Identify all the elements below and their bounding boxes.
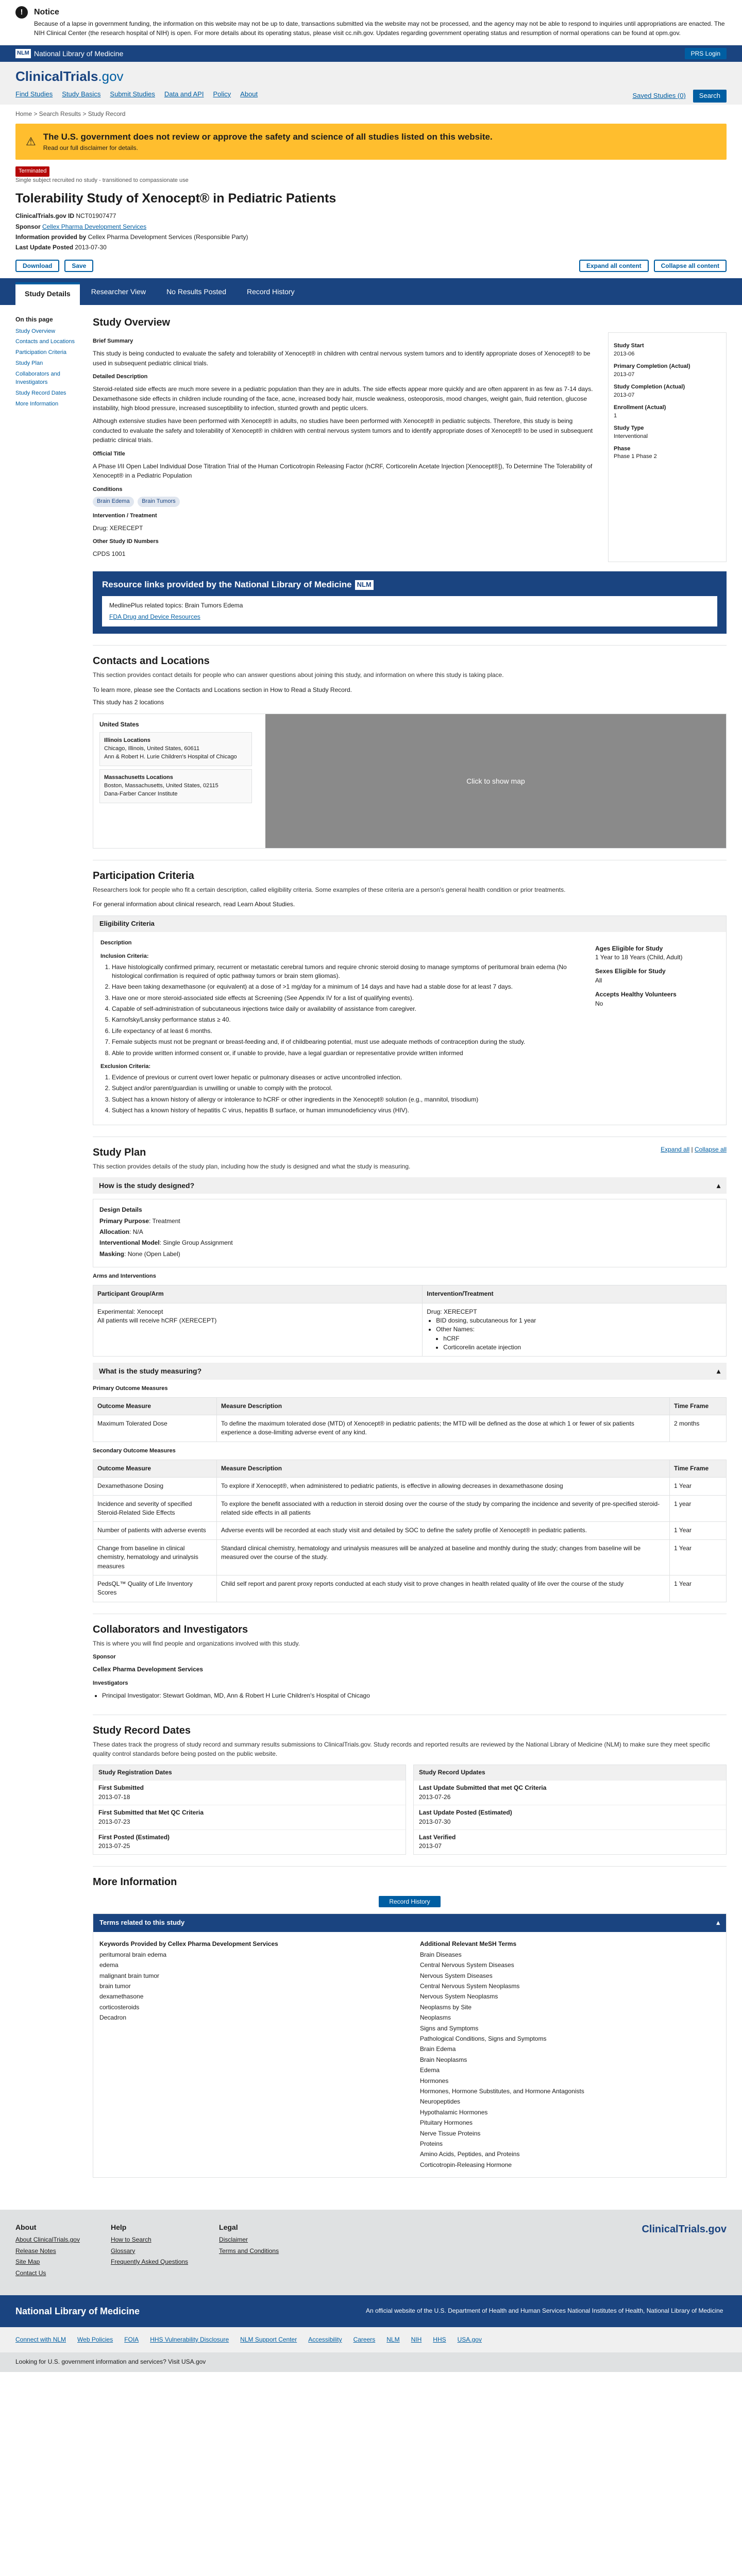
design-key: Allocation bbox=[99, 1228, 130, 1235]
fact-value: 2013-07 bbox=[614, 371, 635, 378]
arm-detail: • Other Names: bbox=[436, 1325, 722, 1334]
inclusion-item: 5. Karnofsky/Lansky performance status ≥ 40. bbox=[112, 1015, 580, 1024]
tab-no-results[interactable]: No Results Posted bbox=[157, 282, 235, 305]
criteria-title: Participation Criteria bbox=[93, 870, 194, 882]
reg-head: Study Registration Dates bbox=[93, 1765, 406, 1780]
arm-intervention: Drug: XERECEPT bbox=[427, 1308, 477, 1315]
study-id: NCT01907477 bbox=[76, 212, 116, 220]
mesh-term: Brain Diseases bbox=[420, 1951, 462, 1958]
investigator: • Principal Investigator: Stewart Goldman, MD, Ann & Robert H Lurie Children's Hospital of Chicago bbox=[102, 1691, 727, 1701]
table-header: Measure Description bbox=[217, 1397, 670, 1415]
chevron-up-icon: ▴ bbox=[716, 1918, 720, 1926]
brief-summary: This study is being conducted to evaluate the safety and tolerability of Xenocept® in children with central nervous system tumors and to identify appropriate doses of Xenocept® to be used in subsequent pediatric clinical trials. bbox=[93, 350, 591, 367]
date-label: First Submitted that Met QC Criteria bbox=[98, 1809, 204, 1817]
official-title: A Phase I/II Open Label Individual Dose Titration Trial of the Human Corticotropin Releasing Factor (hCRF, Corticorelin Acetate Injection [Xenocept®]), To Determine The Tolerability of Xenocept® in a Pediatric Population bbox=[93, 462, 593, 480]
upd-head: Study Record Updates bbox=[414, 1765, 726, 1780]
mesh-term: Hormones, Hormone Substitutes, and Hormone Antagonists bbox=[420, 2087, 584, 2095]
eligibility-facts bbox=[595, 939, 719, 1117]
state-name: Illinois Locations bbox=[104, 737, 150, 744]
fact-value: All bbox=[595, 976, 602, 984]
inclusion-item: 7. Female subjects must not be pregnant or breast-feeding and, if of childbearing potential, must use adequate methods of contraception during the study. bbox=[112, 1038, 580, 1046]
exclusion-item: 4. Subject has a known history of hepatitis C virus, hepatitis B surface, or human immunodeficiency virus (HIV). bbox=[112, 1106, 580, 1115]
id-label: ClinicalTrials.gov ID bbox=[15, 212, 75, 220]
table-header: Outcome Measure bbox=[93, 1397, 217, 1415]
table-row bbox=[93, 1575, 727, 1602]
footer-col-title: Help bbox=[110, 2223, 127, 2232]
design-value: N/A bbox=[132, 1228, 143, 1235]
mesh-term: Brain Neoplasms bbox=[420, 2056, 467, 2063]
other-ids-value: CPDS 1001 bbox=[93, 550, 126, 558]
status-note: Single subject recruited no study - transitioned to compassionate use bbox=[15, 177, 189, 184]
exclusion-label: Exclusion Criteria: bbox=[100, 1063, 151, 1070]
footer-link[interactable]: Contact Us bbox=[15, 2269, 46, 2277]
outcome-measure: Number of patients with adverse events bbox=[93, 1522, 217, 1539]
outcome-time: 1 Year bbox=[670, 1478, 727, 1495]
usa-gov-text[interactable]: Looking for U.S. government information and services? Visit USA.gov bbox=[15, 2358, 206, 2366]
update-dates bbox=[413, 1765, 727, 1855]
footer-nlm-title[interactable]: National Library of Medicine bbox=[15, 2306, 140, 2316]
collab-sponsor-label: Sponsor bbox=[93, 1654, 116, 1660]
resources-title: Resource links provided by the National Library of Medicine bbox=[102, 579, 352, 589]
gov-link[interactable]: Careers bbox=[353, 2336, 376, 2344]
conditions-label: Conditions bbox=[93, 486, 123, 493]
arms-label: Arms and Interventions bbox=[93, 1273, 156, 1280]
arm-desc: All patients will receive hCRF (XERECEPT) bbox=[97, 1316, 217, 1324]
nav-study-basics[interactable]: Study Basics bbox=[62, 90, 101, 98]
outcome-time: 1 year bbox=[670, 1495, 727, 1522]
toc-more[interactable]: More Information bbox=[15, 401, 59, 408]
site-logo[interactable] bbox=[15, 67, 727, 87]
keyword: malignant brain tumor bbox=[99, 1972, 160, 1979]
toc-plan[interactable]: Study Plan bbox=[15, 360, 43, 367]
notice-text: Because of a lapse in government funding, the information on this website may not be up to date, transactions submitted via the website may not be processed, and the agency may not be able to respond to inquiries until appropriations are enacted. The NIH Clinical Center (the research hospital of NIH) is open. For more details about its operating status, please visit cc.nih.gov. Updates regarding government operating status and resumption of normal operations can be found at opm.gov. bbox=[34, 20, 725, 37]
record-history-button[interactable]: Record History bbox=[379, 1896, 441, 1907]
footer-link[interactable]: Glossary bbox=[110, 2247, 136, 2255]
criteria-section bbox=[93, 860, 727, 1137]
condition-tag[interactable]: Brain Edema bbox=[93, 497, 134, 507]
investigators-label: Investigators bbox=[93, 1680, 128, 1686]
search-button[interactable]: Search bbox=[693, 90, 727, 103]
exclusion-list bbox=[112, 1073, 580, 1115]
footer-link[interactable]: Frequently Asked Questions bbox=[110, 2258, 189, 2266]
footer-nlm-text: An official website of the U.S. Department of Health and Human Services National Institutes of Health, National Library of Medicine bbox=[366, 2307, 723, 2315]
design-value: Treatment bbox=[152, 1217, 180, 1225]
overview-title: Study Overview bbox=[93, 317, 171, 329]
more-info-section bbox=[93, 1866, 727, 2189]
plan-expand-all[interactable]: Expand all bbox=[661, 1145, 690, 1153]
mesh-term: Pathological Conditions, Signs and Symptoms bbox=[420, 2035, 547, 2043]
fact-label: Study Completion (Actual) bbox=[614, 383, 685, 390]
outcome-desc: To explore the benefit associated with a reduction in steroid dosing over the course of the study by comparing the incidence and severity of pre-specified steroid-related side effects in all patients bbox=[217, 1495, 670, 1522]
fact-value: 2013-07 bbox=[614, 392, 635, 398]
arm-detail: • Corticorelin acetate injection bbox=[443, 1343, 722, 1352]
site-title: ClinicalTrials bbox=[15, 69, 98, 84]
gov-link[interactable]: FOIA bbox=[124, 2336, 139, 2344]
gov-link[interactable]: NIH bbox=[411, 2336, 422, 2344]
gov-link[interactable]: HHS bbox=[433, 2336, 446, 2344]
date-value: 2013-07 bbox=[419, 1842, 442, 1850]
arm-detail: • BID dosing, subcutaneous for 1 year bbox=[436, 1316, 722, 1325]
contacts-title: Contacts and Locations bbox=[93, 655, 210, 667]
table-header: Outcome Measure bbox=[93, 1460, 217, 1477]
site-tld: .gov bbox=[98, 69, 124, 84]
site-header bbox=[0, 62, 742, 105]
outcome-desc: Standard clinical chemistry, hematology and urinalysis measures will be analyzed at baseline and monthly during the study; changes from baseline will be measured over the course of the study. bbox=[217, 1539, 670, 1575]
mesh-term: Brain Edema bbox=[420, 2045, 456, 2053]
design-value: Single Group Assignment bbox=[163, 1239, 233, 1247]
brief-label: Brief Summary bbox=[93, 338, 133, 345]
keyword: corticosteroids bbox=[99, 2003, 140, 2011]
other-ids-label: Other Study ID Numbers bbox=[93, 538, 159, 545]
exclusion-item: 2. Subject and/or parent/guardian is unwilling or unable to comply with the protocol. bbox=[112, 1084, 580, 1093]
fact-label: Ages Eligible for Study bbox=[595, 944, 663, 952]
site-name: Dana-Farber Cancer Institute bbox=[104, 790, 178, 797]
mesh-term: Amino Acids, Peptides, and Proteins bbox=[420, 2150, 520, 2158]
gov-link[interactable]: HHS Vulnerability Disclosure bbox=[150, 2336, 229, 2344]
info-icon: ! bbox=[15, 6, 28, 19]
outcome-time: 1 Year bbox=[670, 1575, 727, 1602]
outcome-time: 1 Year bbox=[670, 1539, 727, 1575]
footer-link[interactable]: Release Notes bbox=[15, 2247, 56, 2255]
table-row bbox=[93, 1415, 727, 1442]
prs-login-button[interactable]: PRS Login bbox=[685, 48, 727, 59]
mesh-term: Nervous System Diseases bbox=[420, 1972, 493, 1979]
tab-study-details[interactable]: Study Details bbox=[15, 282, 80, 305]
measure-accordion[interactable] bbox=[93, 1363, 727, 1379]
mesh-term: Neuropeptides bbox=[420, 2098, 461, 2106]
fact-label: Phase bbox=[614, 445, 631, 452]
gov-link[interactable]: Connect with NLM bbox=[15, 2336, 66, 2344]
record-dates-section bbox=[93, 1715, 727, 1866]
sponsor-label: Sponsor bbox=[15, 223, 41, 230]
mesh-term: Corticotropin-Releasing Hormone bbox=[420, 2161, 512, 2168]
gov-link[interactable]: USA.gov bbox=[457, 2336, 482, 2344]
expand-all-button[interactable]: Expand all content bbox=[579, 260, 649, 272]
mesh-head: Additional Relevant MeSH Terms bbox=[420, 1940, 517, 1947]
terms-title: Terms related to this study bbox=[99, 1918, 185, 1926]
plan-collapse-all[interactable]: Collapse all bbox=[694, 1145, 727, 1153]
plan-desc: This section provides details of the study plan, including how the study is designed and what the study is measuring. bbox=[93, 1162, 411, 1170]
date-label: Last Update Submitted that met QC Criteria bbox=[419, 1784, 547, 1792]
status-badge: Terminated bbox=[15, 166, 49, 177]
dates-title: Study Record Dates bbox=[93, 1725, 191, 1737]
footer-logo[interactable]: ClinicalTrials.gov bbox=[642, 2224, 727, 2235]
mesh-term: Central Nervous System Diseases bbox=[420, 1961, 514, 1969]
date-label: First Submitted bbox=[98, 1784, 144, 1792]
mesh-term: Signs and Symptoms bbox=[420, 2024, 479, 2032]
outcome-desc: To define the maximum tolerated dose (MTD) of Xenocept® in pediatric patients; the MTD will be defined as the dose at which 1 or fewer of six patients experience a dose-limiting adverse event of any kind. bbox=[217, 1415, 670, 1442]
footer-link[interactable]: Terms and Conditions bbox=[219, 2247, 279, 2255]
site-city: Chicago, Illinois, United States, 60611 bbox=[104, 745, 200, 752]
locations-count: This study has 2 locations bbox=[93, 699, 164, 706]
nlm-badge: NLM bbox=[15, 49, 31, 58]
arm-group: Experimental: Xenocept bbox=[97, 1308, 163, 1315]
toc-title: On this page bbox=[15, 316, 53, 324]
fact-value: Phase 1 Phase 2 bbox=[614, 453, 657, 460]
fact-label: Study Type bbox=[614, 425, 644, 431]
nav-submit-studies[interactable]: Submit Studies bbox=[110, 90, 155, 98]
nav-data-api[interactable]: Data and API bbox=[164, 90, 204, 98]
table-header: Measure Description bbox=[217, 1460, 670, 1477]
outcome-desc: To explore if Xenocept®, when administered to pediatric patients, is effective in allowing decreases in dexamethasone dosing bbox=[217, 1478, 670, 1495]
outcome-measure: Maximum Tolerated Dose bbox=[93, 1415, 217, 1442]
terms-accordion bbox=[93, 1913, 727, 2178]
toc-overview[interactable]: Study Overview bbox=[15, 328, 56, 334]
fact-value: 2013-06 bbox=[614, 351, 635, 358]
design-key: Interventional Model bbox=[99, 1239, 160, 1247]
chevron-up-icon: ▴ bbox=[716, 1367, 720, 1376]
inclusion-item: 4. Capable of self-administration of subcutaneous injections twice daily or availability of assistance from caregiver. bbox=[112, 1005, 580, 1013]
arms-table bbox=[93, 1285, 727, 1357]
nlm-resources bbox=[93, 571, 727, 634]
disclaimer-text[interactable]: Read our full disclaimer for details. bbox=[43, 144, 138, 151]
design-details-label: Design Details bbox=[99, 1206, 142, 1214]
mesh-term: Hormones bbox=[420, 2077, 449, 2084]
nlm-footer bbox=[0, 2295, 742, 2327]
contacts-section bbox=[93, 645, 727, 860]
medlineplus-link[interactable]: MedlinePlus related topics: Brain Tumors Edema bbox=[109, 602, 243, 609]
tab-researcher-view[interactable]: Researcher View bbox=[82, 282, 155, 305]
registration-dates bbox=[93, 1765, 406, 1855]
study-header bbox=[15, 166, 727, 272]
toc-collaborators[interactable]: Collaborators and Investigators bbox=[15, 371, 60, 386]
outcome-measure: PedsQL™ Quality of Life Inventory Scores bbox=[93, 1575, 217, 1602]
keyword: dexamethasone bbox=[99, 1993, 144, 2001]
gov-link[interactable]: NLM Support Center bbox=[240, 2336, 297, 2344]
sponsor-link[interactable]: Cellex Pharma Development Services bbox=[42, 223, 147, 230]
design-key: Masking bbox=[99, 1250, 125, 1258]
design-key: Primary Purpose bbox=[99, 1217, 149, 1225]
date-value: 2013-07-26 bbox=[419, 1793, 451, 1801]
study-plan-section: Study Plan Expand all | Collapse all This section provides details of the study plan, including how the study is designed and what the study is measuring. How is the study designed? ▴ Design Details Primary Purpose: Treatment Allocation: N/A Interventional Model: Single Group Assignment Masking: None (Open Label) Arms and Interventions Participant Group/Arm Intervention/Treatment Experimental: Xenocept All patients will receive hCRF (XERECEPT) Drug: XERECEPT • BID dosing, subcutaneous for 1 year • Other Names: • hCRF • Corticorelin acetate injection What is the study measuring? ▴ Primary Outcome Measures Outcome Measure Measure Description Time Frame Maximum Tolerated Dose To define the maximum tolerated dose (MTD) of Xenocept® in pediatric patients; the MTD will be defined as the dose at which 1 or fewer of six patients experience a dose-limiting adverse event of any kind. 2 months Secondary Outcome Measures Outcome Measure Measure Description Time Frame Dexamethasone Dosing To explore if Xenocept®, when administered to pediatric patients, is effective in allowing decreases in dexamethasone dosing 1 Year Incidence and severity of specified Steroid-Related Side Effects To explore the benefit associated with a reduction in steroid dosing over the course of the study by comparing the incidence and severity of pre-specified steroid-related side effects in all patients 1 year Number of patients with adverse events Adverse events will be recorded at each study visit and detailed by SOC to define the safety profile of Xenocept® in pediatric patients. 1 Year Change from baseline in clinical chemistry, hematology and urinalysis measures Standard clinical chemistry, hematology and urinalysis measures will be analyzed at baseline and monthly during the study; changes from baseline will be measured over the course of the study. 1 Year PedsQL™ Quality of Life Inventory Scores Child self report and parent proxy reports conducted at each study visit to prove changes in health related quality of life over the course of the study 1 Year bbox=[93, 1137, 727, 1614]
inclusion-label: Inclusion Criteria: bbox=[100, 953, 149, 959]
table-header: Intervention/Treatment bbox=[423, 1285, 727, 1303]
mesh-term: Neoplasms bbox=[420, 2014, 451, 2022]
date-label: Last Verified bbox=[419, 1833, 456, 1841]
date-value: 2013-07-18 bbox=[98, 1793, 130, 1801]
gov-link[interactable]: NLM bbox=[386, 2336, 400, 2344]
keyword: peritumoral brain edema bbox=[99, 1951, 167, 1958]
official-label: Official Title bbox=[93, 450, 125, 457]
condition-tag[interactable]: Brain Tumors bbox=[138, 497, 179, 507]
toc-contacts[interactable]: Contacts and Locations bbox=[15, 338, 75, 345]
updated-value: 2013-07-30 bbox=[75, 244, 107, 251]
design-details: Design Details Primary Purpose: Treatment Allocation: N/A Interventional Model: Single Group Assignment Masking: None (Open Label) bbox=[93, 1199, 727, 1267]
outcome-time: 1 Year bbox=[670, 1522, 727, 1539]
warning-icon: ⚠ bbox=[26, 135, 36, 148]
country-label: United States bbox=[99, 720, 139, 728]
nlm-badge: NLM bbox=[355, 580, 374, 590]
intervention-label: Intervention / Treatment bbox=[93, 512, 157, 519]
inclusion-item: 3. Have one or more steroid-associated side effects at Screening (See Appendix IV for a list of qualifying events). bbox=[112, 994, 580, 1003]
outcome-desc: Child self report and parent proxy reports conducted at each study visit to prove changes in health related quality of life over the course of the study bbox=[217, 1575, 670, 1602]
fda-resources-link[interactable]: FDA Drug and Device Resources bbox=[109, 613, 200, 620]
location-card[interactable] bbox=[99, 769, 252, 803]
mesh-term: Nervous System Neoplasms bbox=[420, 1993, 498, 2001]
disclaimer-title: The U.S. government does not review or approve the safety and science of all studies listed on this website. bbox=[43, 132, 493, 142]
nav-find-studies[interactable]: Find Studies bbox=[15, 90, 53, 98]
location-map[interactable] bbox=[265, 714, 726, 848]
saved-studies-link[interactable]: Saved Studies (0) bbox=[632, 91, 686, 99]
info-value: Cellex Pharma Development Services (Responsible Party) bbox=[88, 233, 248, 241]
dates-desc: These dates track the progress of study record and summary results submissions to ClinicalTrials.gov. Study records and reported results are reviewed by the National Library of Medicine (NLM) to make sure they meet specific quality control standards before being posted on the public website. bbox=[93, 1741, 710, 1757]
terms-header[interactable] bbox=[93, 1914, 726, 1932]
table-header: Time Frame bbox=[670, 1460, 727, 1477]
mesh-term: Proteins bbox=[420, 2140, 443, 2147]
mesh-term: Edema bbox=[420, 2066, 440, 2074]
collaborators-section bbox=[93, 1614, 727, 1715]
notice-banner bbox=[0, 0, 742, 45]
eligibility-header: Eligibility Criteria bbox=[93, 916, 726, 932]
description-label: Description bbox=[100, 939, 132, 946]
map-label: Click to show map bbox=[466, 776, 525, 785]
nlm-bar bbox=[0, 45, 742, 62]
page-title: Tolerability Study of Xenocept® in Pediatric Patients bbox=[15, 191, 336, 206]
inclusion-item: 2. Have been taking dexamethasone (or equivalent) at a dose of >1 mg/day for a minimum of 14 days and have had a stable dose for at least 7 days. bbox=[112, 982, 580, 991]
disclaimer-alert bbox=[15, 124, 727, 160]
table-row bbox=[93, 1522, 727, 1539]
footer-col-title: Legal bbox=[219, 2223, 238, 2232]
study-overview-section bbox=[93, 315, 727, 645]
nav-about[interactable]: About bbox=[240, 90, 258, 98]
collab-desc: This is where you will find people and organizations involved with this study. bbox=[93, 1639, 300, 1647]
footer-link[interactable]: About ClinicalTrials.gov bbox=[15, 2236, 80, 2244]
intervention-value: Drug: XERECEPT bbox=[93, 524, 143, 532]
design-value: None (Open Label) bbox=[127, 1250, 180, 1258]
tab-record-history[interactable]: Record History bbox=[238, 282, 304, 305]
state-name: Massachusetts Locations bbox=[104, 774, 173, 781]
inclusion-item: 6. Life expectancy of at least 6 months. bbox=[112, 1027, 580, 1036]
collab-title: Collaborators and Investigators bbox=[93, 1623, 248, 1635]
date-label: Last Update Posted (Estimated) bbox=[419, 1809, 512, 1817]
footer-link[interactable]: Disclaimer bbox=[219, 2236, 248, 2244]
page-toc bbox=[15, 315, 82, 2189]
date-label: First Posted (Estimated) bbox=[98, 1833, 170, 1841]
gov-link[interactable]: Web Policies bbox=[77, 2336, 113, 2344]
main-nav bbox=[15, 90, 258, 103]
keywords-head: Keywords Provided by Cellex Pharma Development Services bbox=[99, 1940, 278, 1947]
date-value: 2013-07-30 bbox=[419, 1818, 451, 1825]
table-header: Participant Group/Arm bbox=[93, 1285, 423, 1303]
primary-outcomes-table bbox=[93, 1397, 727, 1442]
mesh-term: Pituitary Hormones bbox=[420, 2119, 473, 2127]
outcome-desc: Adverse events will be recorded at each study visit and detailed by SOC to define the safety profile of Xenocept® in pediatric patients. bbox=[217, 1522, 670, 1539]
exclusion-item: 1. Evidence of previous or current overt lower hepatic or pulmonary diseases or active uncontrolled infection. bbox=[112, 1073, 580, 1082]
mesh-term: Nerve Tissue Proteins bbox=[420, 2129, 481, 2137]
outcome-measure: Incidence and severity of specified Steroid-Related Side Effects bbox=[93, 1495, 217, 1522]
usa-gov-banner bbox=[0, 2352, 742, 2371]
gov-links bbox=[0, 2327, 742, 2352]
keyword: Decadron bbox=[99, 2014, 127, 2022]
outcome-time: 2 months bbox=[670, 1415, 727, 1442]
toc-criteria[interactable]: Participation Criteria bbox=[15, 349, 67, 356]
mesh-term: Central Nervous System Neoplasms bbox=[420, 1982, 520, 1990]
table-row bbox=[93, 1303, 727, 1357]
save-button[interactable]: Save bbox=[64, 260, 93, 272]
primary-label: Primary Outcome Measures bbox=[93, 1385, 168, 1392]
outcome-measure: Dexamethasone Dosing bbox=[93, 1478, 217, 1495]
detailed-description: Steroid-related side effects are much more severe in a pediatric population than they are in adults. The side effects appear more quickly and are often apparent in as few as 7-14 days. Dexamethasone side effects in children include rounding of the face, acne, increased body hair, muscle weakness, osteoporosis, mood changes, weight gain, fluid retention, glucose instability, high blood pressure, increased susceptibility to infection, stunted growth and peptic ulcers. bbox=[93, 385, 593, 412]
footer-col-title: About bbox=[15, 2223, 37, 2232]
contacts-desc: This section provides contact details for people who can answer questions about joining this study, and information on where this study is taking place. bbox=[93, 671, 504, 679]
updated-label: Last Update Posted bbox=[15, 244, 74, 251]
footer-link[interactable]: How to Search bbox=[110, 2236, 151, 2244]
detailed-label: Detailed Description bbox=[93, 374, 148, 380]
design-accordion[interactable] bbox=[93, 1177, 727, 1194]
gov-link[interactable]: Accessibility bbox=[308, 2336, 342, 2344]
notice-title: Notice bbox=[34, 8, 59, 16]
fact-value: Interventional bbox=[614, 433, 648, 439]
exclusion-item: 3. Subject has a known history of allergy or intolerance to hCRF or other ingredients in the Xenocept® solution (e.g., mannitol, trisodium) bbox=[112, 1095, 580, 1104]
keyword: brain tumor bbox=[99, 1982, 131, 1990]
fact-label: Sexes Eligible for Study bbox=[595, 968, 666, 975]
detailed-description-2: Although extensive studies have been performed with Xenocept® in adults, no studies have been performed with Xenocept® in pediatric subjects. Therefore, this study is being conducted to evaluate the safety and tolerability of Xenocept® in children with central nervous system tumors and to identify appropriate doses of Xenocept® to be used in subsequent pediatric clinical trials. bbox=[93, 417, 593, 444]
breadcrumb[interactable]: Home > Search Results > Study Record bbox=[15, 110, 126, 117]
measure-accordion-title: What is the study measuring? bbox=[99, 1367, 202, 1376]
collab-sponsor: Cellex Pharma Development Services bbox=[93, 1666, 204, 1673]
criteria-desc: Researchers look for people who fit a certain description, called eligibility criteria. Some examples of these criteria are a person's general health condition or prior treatments. bbox=[93, 886, 566, 893]
more-title: More Information bbox=[93, 1876, 177, 1888]
site-name: Ann & Robert H. Lurie Children's Hospital of Chicago bbox=[104, 754, 237, 760]
info-label: Information provided by bbox=[15, 233, 87, 241]
date-value: 2013-07-25 bbox=[98, 1842, 130, 1850]
inclusion-item: 8. Able to provide written informed consent or, if unable to provide, have a legal guardian or representative provide written informed bbox=[112, 1049, 580, 1058]
overview-facts bbox=[608, 332, 727, 562]
nav-policy[interactable]: Policy bbox=[213, 90, 231, 98]
inclusion-list bbox=[112, 963, 580, 1058]
plan-title: Study Plan bbox=[93, 1146, 146, 1158]
mesh-term: Hypothalamic Hormones bbox=[420, 2108, 488, 2116]
outcome-measure: Change from baseline in clinical chemistry, hematology and urinalysis measures bbox=[93, 1539, 217, 1575]
criteria-guide-link[interactable]: For general information about clinical research, read Learn About Studies. bbox=[93, 901, 295, 908]
nlm-logo[interactable] bbox=[15, 48, 123, 59]
chevron-up-icon: ▴ bbox=[716, 1181, 720, 1190]
footer-link[interactable]: Site Map bbox=[15, 2258, 40, 2266]
table-row bbox=[93, 1539, 727, 1575]
secondary-outcomes-table bbox=[93, 1460, 727, 1602]
mesh-term: Neoplasms by Site bbox=[420, 2003, 472, 2011]
location-card[interactable] bbox=[99, 732, 252, 766]
nlm-title: National Library of Medicine bbox=[33, 49, 124, 58]
fact-label: Primary Completion (Actual) bbox=[614, 363, 690, 369]
fact-value: No bbox=[595, 999, 603, 1007]
secondary-label: Secondary Outcome Measures bbox=[93, 1447, 176, 1454]
fact-label: Study Start bbox=[614, 343, 644, 349]
table-row bbox=[93, 1478, 727, 1495]
collapse-all-button[interactable]: Collapse all content bbox=[654, 260, 727, 272]
download-button[interactable]: Download bbox=[15, 260, 59, 272]
arm-detail: • hCRF bbox=[443, 1334, 722, 1343]
keyword: edema bbox=[99, 1961, 119, 1969]
tab-bar bbox=[0, 278, 742, 305]
contacts-help-link[interactable]: To learn more, please see the Contacts and Locations section in How to Read a Study Record. bbox=[93, 686, 352, 693]
site-city: Boston, Massachusetts, United States, 02115 bbox=[104, 782, 218, 789]
design-accordion-title: How is the study designed? bbox=[99, 1181, 195, 1190]
date-value: 2013-07-23 bbox=[98, 1818, 130, 1825]
table-header: Time Frame bbox=[670, 1397, 727, 1415]
footer bbox=[0, 2210, 742, 2295]
fact-label: Accepts Healthy Volunteers bbox=[595, 991, 677, 998]
inclusion-item: 1. Have histologically confirmed primary, recurrent or metastatic cerebral tumors and require chronic steroid dosing to manage symptoms of peritumoral brain edema (No histological confirmation is required of optic pathway tumors or brain stem gliomas). bbox=[112, 963, 580, 981]
fact-value: 1 bbox=[614, 412, 617, 419]
toc-dates[interactable]: Study Record Dates bbox=[15, 390, 66, 397]
table-row bbox=[93, 1495, 727, 1522]
fact-value: 1 Year to 18 Years (Child, Adult) bbox=[595, 954, 683, 961]
fact-label: Enrollment (Actual) bbox=[614, 404, 666, 411]
